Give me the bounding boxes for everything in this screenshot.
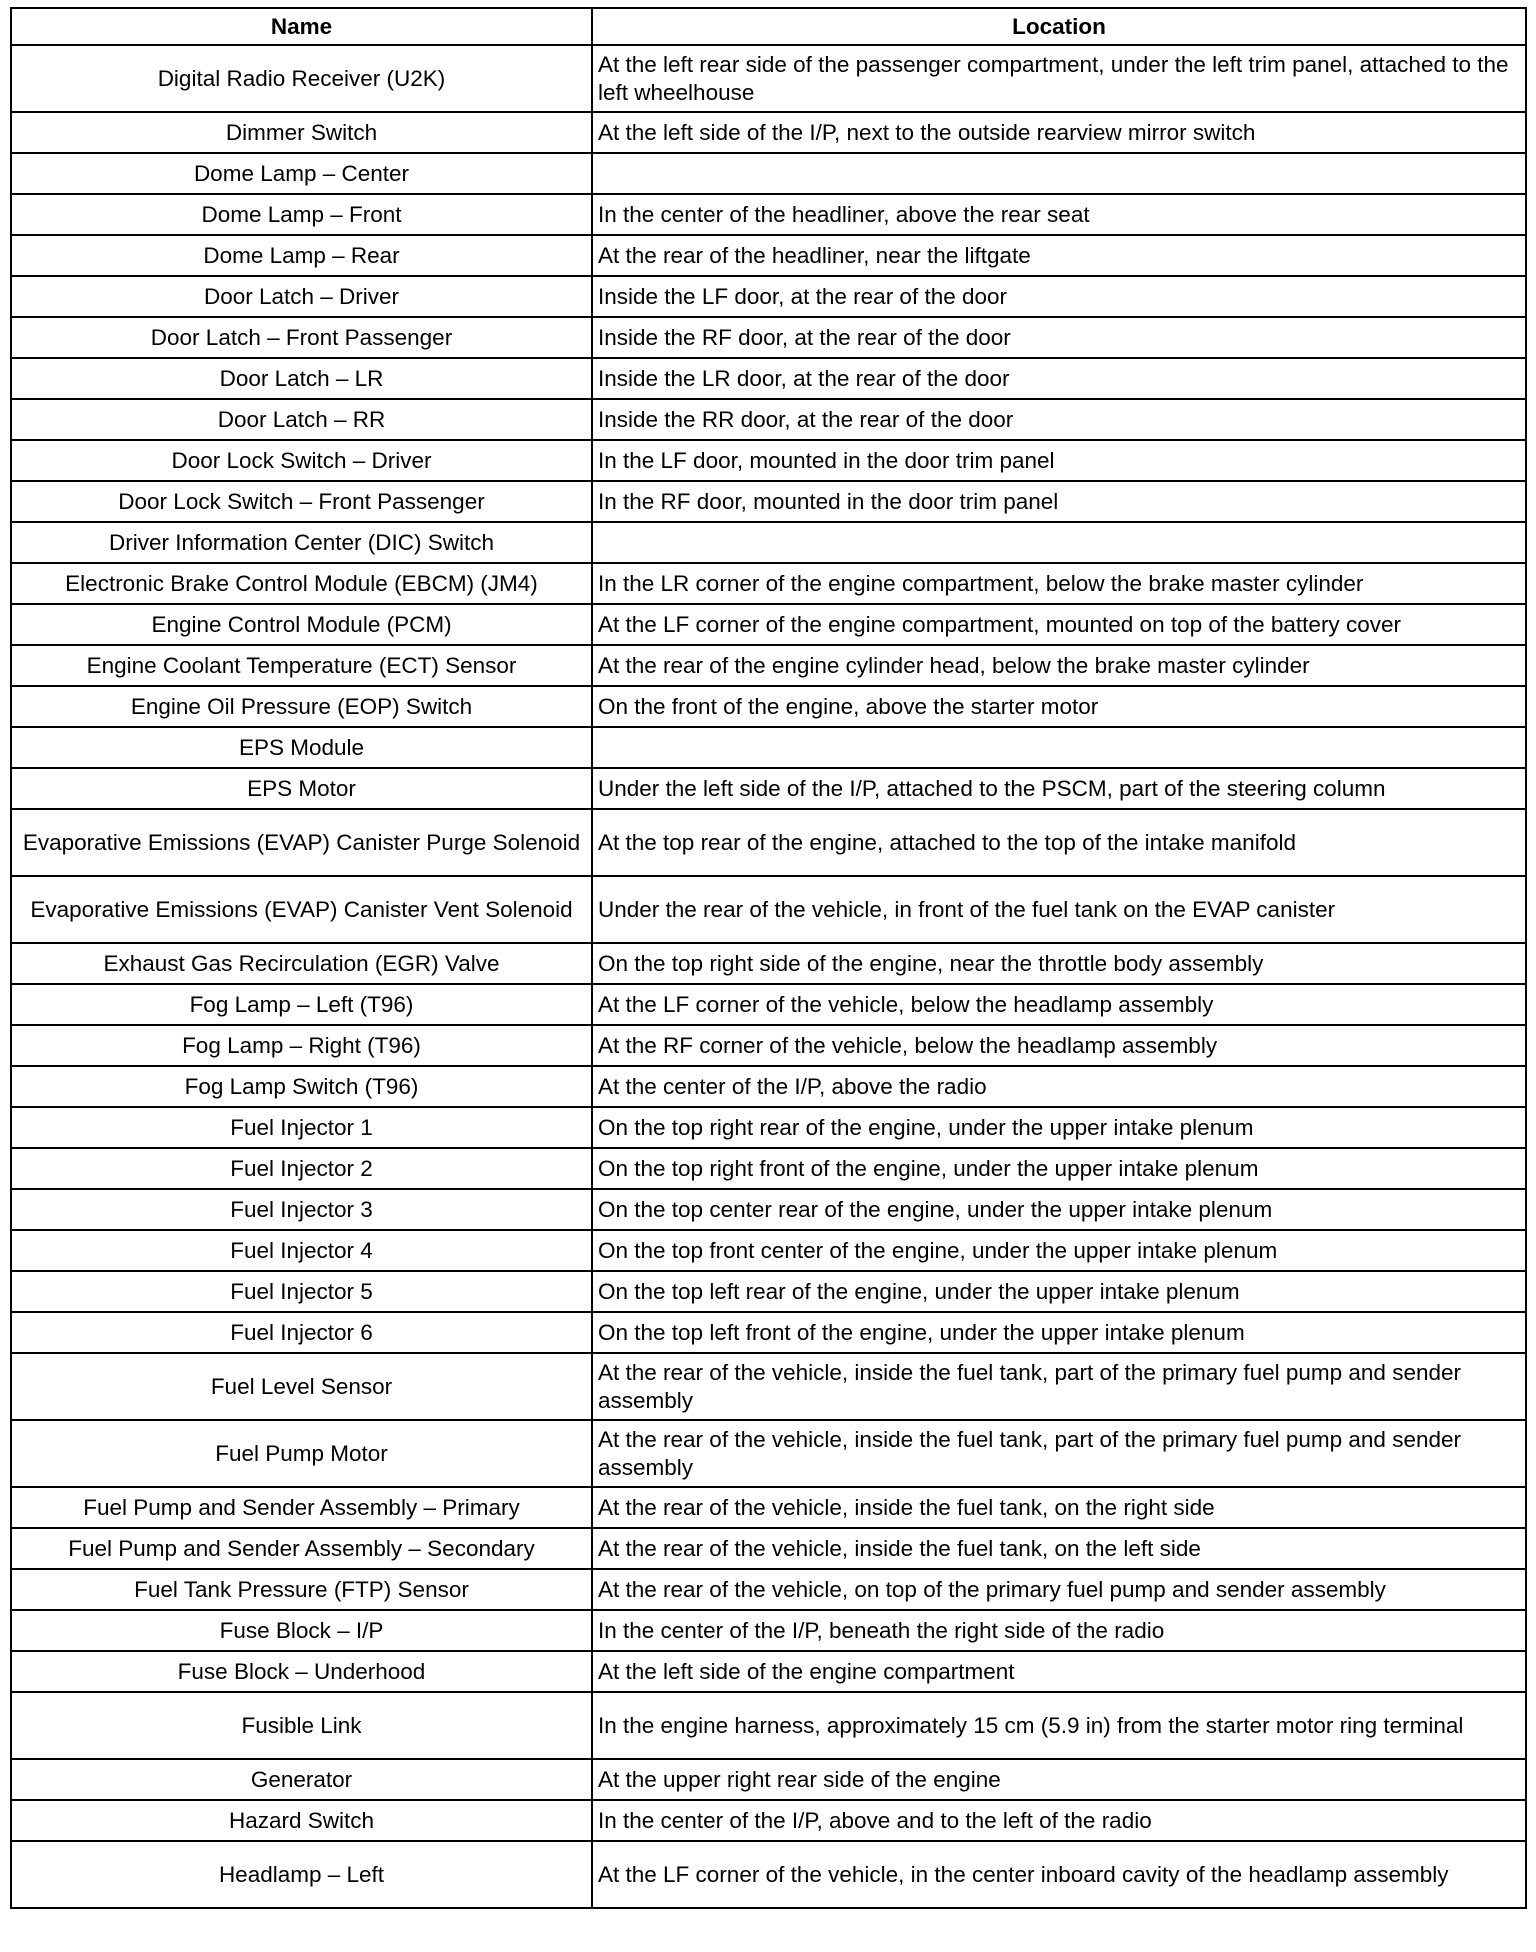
table-header-row [11, 8, 1526, 45]
component-location-cell: On the top front center of the engine, under the upper intake plenum [592, 1230, 1526, 1271]
component-name-cell: Dome Lamp – Center [11, 153, 592, 194]
table-row [11, 153, 1526, 194]
table-row [11, 1107, 1526, 1148]
component-location-cell: At the rear of the vehicle, inside the fuel tank, on the left side [592, 1528, 1526, 1569]
component-location-table [10, 7, 1527, 1909]
table-row [11, 1420, 1526, 1487]
component-location-cell [592, 727, 1526, 768]
component-location-cell: In the engine harness, approximately 15 cm (5.9 in) from the starter motor ring terminal [592, 1692, 1526, 1759]
component-name-cell: Fuel Injector 5 [11, 1271, 592, 1312]
table-row [11, 1487, 1526, 1528]
table-row [11, 194, 1526, 235]
table-row [11, 686, 1526, 727]
component-name-cell: Fuel Injector 6 [11, 1312, 592, 1353]
table-row [11, 876, 1526, 943]
component-location-cell: At the LF corner of the engine compartment, mounted on top of the battery cover [592, 604, 1526, 645]
table-row [11, 1353, 1526, 1420]
table-row [11, 1800, 1526, 1841]
table-row [11, 984, 1526, 1025]
component-location-cell: Inside the LF door, at the rear of the door [592, 276, 1526, 317]
component-name-cell: Fuse Block – Underhood [11, 1651, 592, 1692]
component-name-cell: Digital Radio Receiver (U2K) [11, 45, 592, 112]
table-row [11, 358, 1526, 399]
component-location-cell: In the RF door, mounted in the door trim panel [592, 481, 1526, 522]
table-row [11, 399, 1526, 440]
component-location-cell: On the top right side of the engine, near the throttle body assembly [592, 943, 1526, 984]
component-location-cell: At the LF corner of the vehicle, in the center inboard cavity of the headlamp assembly [592, 1841, 1526, 1908]
component-name-cell: Engine Coolant Temperature (ECT) Sensor [11, 645, 592, 686]
table-row [11, 1841, 1526, 1908]
component-name-cell: Fuel Pump and Sender Assembly – Secondary [11, 1528, 592, 1569]
component-name-cell: Hazard Switch [11, 1800, 592, 1841]
component-location-cell: In the center of the I/P, above and to the left of the radio [592, 1800, 1526, 1841]
component-name-cell: Fog Lamp – Left (T96) [11, 984, 592, 1025]
component-location-cell: On the top center rear of the engine, under the upper intake plenum [592, 1189, 1526, 1230]
component-location-cell: At the top rear of the engine, attached to the top of the intake manifold [592, 809, 1526, 876]
table-row [11, 235, 1526, 276]
component-location-cell: At the left side of the engine compartment [592, 1651, 1526, 1692]
component-name-cell: Fog Lamp – Right (T96) [11, 1025, 592, 1066]
component-location-cell [592, 153, 1526, 194]
component-name-cell: Dimmer Switch [11, 112, 592, 153]
component-name-cell: Door Latch – LR [11, 358, 592, 399]
component-location-cell: At the RF corner of the vehicle, below the headlamp assembly [592, 1025, 1526, 1066]
component-location-cell: At the left side of the I/P, next to the outside rearview mirror switch [592, 112, 1526, 153]
component-name-cell: Fuel Level Sensor [11, 1353, 592, 1420]
component-name-cell: EPS Motor [11, 768, 592, 809]
component-location-cell: On the top right rear of the engine, under the upper intake plenum [592, 1107, 1526, 1148]
table-row [11, 1569, 1526, 1610]
table-row [11, 440, 1526, 481]
table-body [11, 45, 1526, 1908]
table-row [11, 809, 1526, 876]
component-location-cell: At the rear of the vehicle, inside the fuel tank, part of the primary fuel pump and sender assembly [592, 1353, 1526, 1420]
table-row [11, 1230, 1526, 1271]
component-name-cell: Fog Lamp Switch (T96) [11, 1066, 592, 1107]
table-row [11, 1651, 1526, 1692]
component-location-cell: In the LF door, mounted in the door trim panel [592, 440, 1526, 481]
component-location-cell: Inside the LR door, at the rear of the door [592, 358, 1526, 399]
table-row [11, 317, 1526, 358]
component-name-cell: Headlamp – Left [11, 1841, 592, 1908]
component-name-cell: Door Latch – Driver [11, 276, 592, 317]
component-location-cell: Inside the RF door, at the rear of the door [592, 317, 1526, 358]
column-header-location: Location [592, 8, 1526, 45]
column-header-name: Name [11, 8, 592, 45]
table-row [11, 604, 1526, 645]
table-row [11, 645, 1526, 686]
component-name-cell: Dome Lamp – Front [11, 194, 592, 235]
table-row [11, 522, 1526, 563]
component-name-cell: Driver Information Center (DIC) Switch [11, 522, 592, 563]
table-row [11, 563, 1526, 604]
component-location-cell: At the LF corner of the vehicle, below the headlamp assembly [592, 984, 1526, 1025]
table-row [11, 1528, 1526, 1569]
table-row [11, 727, 1526, 768]
table-row [11, 112, 1526, 153]
component-location-cell: Inside the RR door, at the rear of the door [592, 399, 1526, 440]
table-row [11, 943, 1526, 984]
component-location-cell: At the rear of the vehicle, inside the fuel tank, on the right side [592, 1487, 1526, 1528]
component-name-cell: Door Lock Switch – Driver [11, 440, 592, 481]
table-row [11, 45, 1526, 112]
component-name-cell: Evaporative Emissions (EVAP) Canister Vent Solenoid [11, 876, 592, 943]
component-location-cell: At the center of the I/P, above the radio [592, 1066, 1526, 1107]
component-name-cell: Dome Lamp – Rear [11, 235, 592, 276]
component-location-cell: At the left rear side of the passenger compartment, under the left trim panel, attached to the left wheelhouse [592, 45, 1526, 112]
component-location-cell: On the top right front of the engine, under the upper intake plenum [592, 1148, 1526, 1189]
component-name-cell: Fuel Pump Motor [11, 1420, 592, 1487]
component-name-cell: Generator [11, 1759, 592, 1800]
table-row [11, 1692, 1526, 1759]
component-location-cell: On the top left front of the engine, under the upper intake plenum [592, 1312, 1526, 1353]
component-location-cell: At the rear of the engine cylinder head, below the brake master cylinder [592, 645, 1526, 686]
table-row [11, 1148, 1526, 1189]
component-name-cell: Exhaust Gas Recirculation (EGR) Valve [11, 943, 592, 984]
component-name-cell: Fuel Injector 4 [11, 1230, 592, 1271]
component-name-cell: Evaporative Emissions (EVAP) Canister Purge Solenoid [11, 809, 592, 876]
table-row [11, 1189, 1526, 1230]
table-row [11, 481, 1526, 522]
component-name-cell: EPS Module [11, 727, 592, 768]
component-name-cell: Door Latch – Front Passenger [11, 317, 592, 358]
component-name-cell: Electronic Brake Control Module (EBCM) (JM4) [11, 563, 592, 604]
component-name-cell: Fusible Link [11, 1692, 592, 1759]
table-row [11, 1066, 1526, 1107]
component-location-cell [592, 522, 1526, 563]
component-location-cell: Under the rear of the vehicle, in front of the fuel tank on the EVAP canister [592, 876, 1526, 943]
component-name-cell: Engine Control Module (PCM) [11, 604, 592, 645]
component-location-cell: At the upper right rear side of the engine [592, 1759, 1526, 1800]
component-name-cell: Door Lock Switch – Front Passenger [11, 481, 592, 522]
component-name-cell: Fuel Injector 3 [11, 1189, 592, 1230]
component-name-cell: Fuel Injector 1 [11, 1107, 592, 1148]
table-row [11, 1610, 1526, 1651]
component-location-cell: Under the left side of the I/P, attached to the PSCM, part of the steering column [592, 768, 1526, 809]
table-row [11, 768, 1526, 809]
component-location-cell: On the front of the engine, above the starter motor [592, 686, 1526, 727]
component-name-cell: Door Latch – RR [11, 399, 592, 440]
component-name-cell: Fuel Tank Pressure (FTP) Sensor [11, 1569, 592, 1610]
table-row [11, 1025, 1526, 1066]
table-row [11, 1312, 1526, 1353]
table-row [11, 1271, 1526, 1312]
table-row [11, 1759, 1526, 1800]
component-name-cell: Fuse Block – I/P [11, 1610, 592, 1651]
component-location-cell: At the rear of the vehicle, on top of the primary fuel pump and sender assembly [592, 1569, 1526, 1610]
component-location-cell: In the center of the I/P, beneath the right side of the radio [592, 1610, 1526, 1651]
component-location-cell: At the rear of the vehicle, inside the fuel tank, part of the primary fuel pump and sender assembly [592, 1420, 1526, 1487]
component-location-cell: At the rear of the headliner, near the liftgate [592, 235, 1526, 276]
component-location-cell: On the top left rear of the engine, under the upper intake plenum [592, 1271, 1526, 1312]
table-row [11, 276, 1526, 317]
component-name-cell: Engine Oil Pressure (EOP) Switch [11, 686, 592, 727]
component-name-cell: Fuel Injector 2 [11, 1148, 592, 1189]
component-location-cell: In the center of the headliner, above the rear seat [592, 194, 1526, 235]
component-location-cell: In the LR corner of the engine compartment, below the brake master cylinder [592, 563, 1526, 604]
component-name-cell: Fuel Pump and Sender Assembly – Primary [11, 1487, 592, 1528]
